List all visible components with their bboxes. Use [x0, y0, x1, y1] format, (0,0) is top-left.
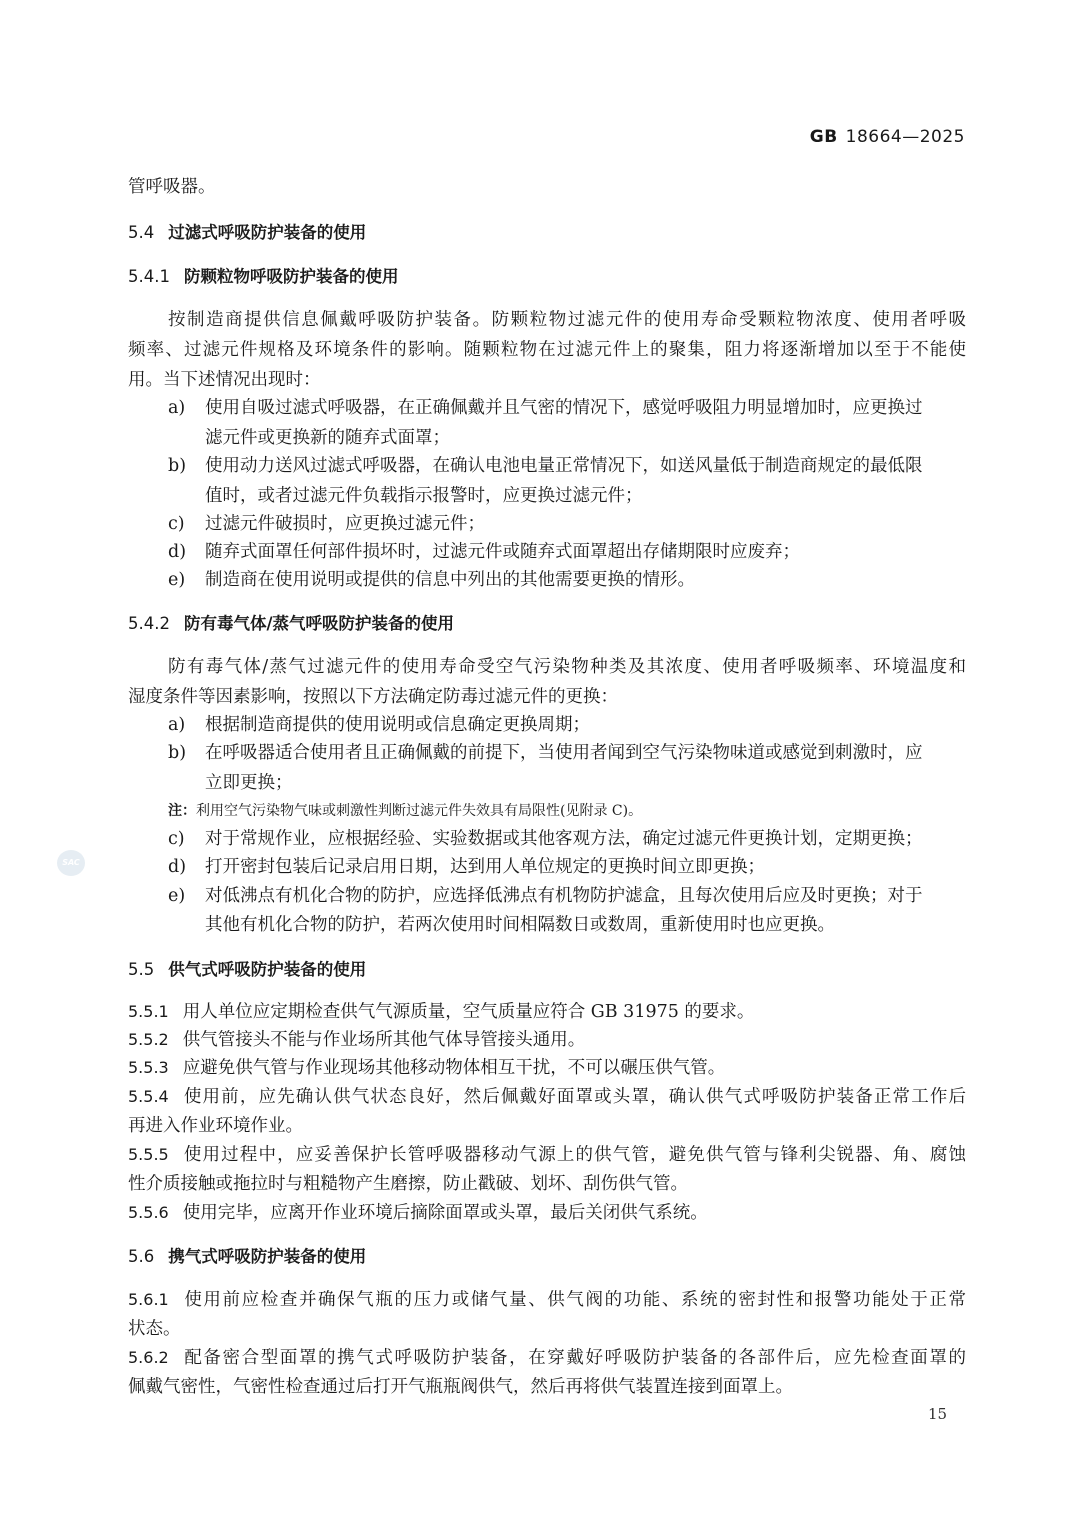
list-item-cont: 其他有机化合物的防护，若两次使用时间相隔数日或数周，重新使用时也应更换。: [205, 915, 835, 935]
list-item: e) 对低沸点有机化合物的防护，应选择低沸点有机物防护滤盒，且每次使用后应及时更换；对于: [168, 886, 923, 906]
clause-cont: 佩戴气密性，气密性检查通过后打开气瓶瓶阀供气，然后再将供气装置连接到面罩上。: [128, 1377, 793, 1397]
paragraph-line: 湿度条件等因素影响，按照以下方法确定防毒过滤元件的更换：: [128, 687, 618, 707]
list-item-cont: 值时，或者过滤元件负载指示报警时，应更换过滤元件；: [205, 486, 643, 506]
page-number: 15: [928, 1405, 948, 1423]
list-item: b) 使用动力送风过滤式呼吸器，在确认电池电量正常情况下，如送风量低于制造商规定的最低限: [168, 456, 923, 476]
document-header: [810, 127, 965, 147]
text-line: 管呼吸器。: [128, 177, 216, 197]
clause-5-6-1: 5.6.1 使用前应检查并确保气瓶的压力或储气量、供气阀的功能、系统的密封性和报警功能处于正常: [128, 1290, 966, 1310]
clause-cont: 性介质接触或拖拉时与粗糙物产生磨擦，防止戳破、划坏、刮伤供气管。: [128, 1174, 688, 1194]
section-heading-5-6: 5.6 携气式呼吸防护装备的使用: [128, 1247, 367, 1266]
clause-5-6-2: 5.6.2 配备密合型面罩的携气式呼吸防护装备，在穿戴好呼吸防护装备的各部件后，应先检查面罩的: [128, 1348, 966, 1368]
list-item: b) 在呼吸器适合使用者且正确佩戴的前提下，当使用者闻到空气污染物味道或感觉到刺激时，应: [168, 743, 923, 763]
section-heading-5-4: 5.4 过滤式呼吸防护装备的使用: [128, 223, 367, 242]
list-item: c) 过滤元件破损时，应更换过滤元件；: [168, 514, 485, 534]
clause-5-5-2: 5.5.2 供气管接头不能与作业场所其他气体导管接头通用。: [128, 1030, 586, 1050]
clause-cont: 状态。: [128, 1319, 181, 1339]
standard-prefix: GB: [809, 127, 838, 147]
sac-watermark-logo: SAC: [57, 850, 85, 876]
paragraph-line: 频率、过滤元件规格及环境条件的影响。随颗粒物在过滤元件上的聚集，阻力将逐渐增加以至于不能使: [128, 340, 966, 360]
clause-5-5-4: 5.5.4 使用前，应先确认供气状态良好，然后佩戴好面罩或头罩，确认供气式呼吸防护装备正常工作后: [128, 1087, 966, 1107]
standard-code: 18664—2025: [845, 127, 965, 147]
paragraph-line: 按制造商提供信息佩戴呼吸防护装备。防颗粒物过滤元件的使用寿命受颗粒物浓度、使用者呼吸: [168, 310, 966, 330]
list-item: a) 根据制造商提供的使用说明或信息确定更换周期；: [168, 715, 590, 735]
list-item: d) 打开密封包装后记录启用日期，达到用人单位规定的更换时间立即更换；: [168, 857, 765, 877]
list-item: d) 随弃式面罩任何部件损坏时，过滤元件或随弃式面罩超出存储期限时应废弃；: [168, 542, 800, 562]
list-item-cont: 滤元件或更换新的随弃式面罩；: [205, 428, 450, 448]
section-heading-5-5: 5.5 供气式呼吸防护装备的使用: [128, 960, 367, 979]
paragraph-line: 防有毒气体/蒸气过滤元件的使用寿命受空气污染物种类及其浓度、使用者呼吸频率、环境温度和: [168, 657, 966, 677]
paragraph-line: 用。当下述情况出现时：: [128, 370, 321, 390]
section-heading-5-4-2: 5.4.2 防有毒气体/蒸气呼吸防护装备的使用: [128, 614, 455, 633]
clause-cont: 再进入作业环境作业。: [128, 1116, 303, 1136]
clause-5-5-1: 5.5.1 用人单位应定期检查供气气源质量，空气质量应符合 GB 31975 的要求。: [128, 1002, 755, 1022]
section-heading-5-4-1: 5.4.1 防颗粒物呼吸防护装备的使用: [128, 267, 399, 286]
clause-5-5-3: 5.5.3 应避免供气管与作业现场其他移动物体相互干扰，不可以碾压供气管。: [128, 1058, 726, 1078]
list-item: e) 制造商在使用说明或提供的信息中列出的其他需要更换的情形。: [168, 570, 695, 590]
clause-5-5-6: 5.5.6 使用完毕，应离开作业环境后摘除面罩或头罩，最后关闭供气系统。: [128, 1203, 708, 1223]
note: 注：利用空气污染物气味或刺激性判断过滤元件失效具有局限性(见附录 C)。: [168, 803, 643, 819]
list-item: a) 使用自吸过滤式呼吸器，在正确佩戴并且气密的情况下，感觉呼吸阻力明显增加时，应更换过: [168, 398, 923, 418]
list-item-cont: 立即更换；: [205, 773, 293, 793]
list-item: c) 对于常规作业，应根据经验、实验数据或其他客观方法，确定过滤元件更换计划，定期更换；: [168, 829, 923, 849]
clause-5-5-5: 5.5.5 使用过程中，应妥善保护长管呼吸器移动气源上的供气管，避免供气管与锋利尖锐器、角、腐蚀: [128, 1145, 966, 1165]
